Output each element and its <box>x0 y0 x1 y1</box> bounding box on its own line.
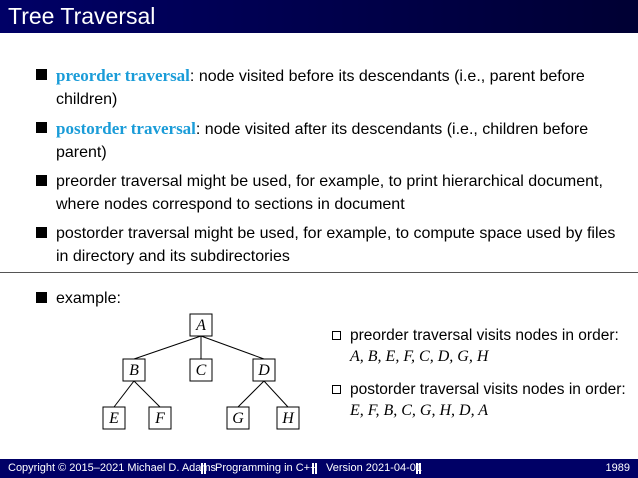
tree-diagram <box>90 300 330 440</box>
edge-b-e <box>114 381 134 407</box>
bullet-text: : node visited before its descendants (i.e., parent before children) <box>56 68 585 108</box>
footer-separator <box>312 463 317 474</box>
bullet-square-icon <box>36 69 47 80</box>
tree-node-a-label: A <box>196 317 206 334</box>
bullet-item <box>36 64 616 111</box>
example-label: example: <box>56 290 121 307</box>
bullet-item <box>36 170 616 216</box>
slide-title: Tree Traversal <box>8 3 156 29</box>
bullet-list <box>36 64 616 274</box>
hollow-square-icon <box>332 331 341 340</box>
bullet-square-icon <box>36 122 47 133</box>
tree-node-b-label: B <box>129 362 139 379</box>
footer-separator <box>416 463 421 474</box>
tree-node-d-label: D <box>258 362 270 379</box>
footer-page-number: 1989 <box>605 462 630 474</box>
sub-bullet-list <box>332 325 632 433</box>
tree-node-e-label: E <box>109 410 119 427</box>
tree-node-g-label: G <box>232 410 244 427</box>
edge-d-g <box>238 381 264 407</box>
sub-bullet-text: postorder traversal visits nodes in order: <box>350 381 626 398</box>
footer-version: Version 2021-04-01 <box>326 462 423 474</box>
bullet-square-icon <box>36 175 47 186</box>
edge-b-f <box>134 381 160 407</box>
bullet-term: postorder traversal <box>56 119 196 138</box>
title-bar <box>0 0 638 33</box>
footer-course: Programming in C++ <box>215 462 317 474</box>
bullet-square-icon <box>36 292 47 303</box>
tree-node-f-label: F <box>155 410 165 427</box>
tree-node-h-label: H <box>282 410 294 427</box>
traversal-order: A, B, E, F, C, D, G, H <box>350 348 489 365</box>
hollow-square-icon <box>332 385 341 394</box>
edge-d-h <box>264 381 288 407</box>
tree-node-c-label: C <box>195 362 207 379</box>
bullet-item <box>36 117 616 164</box>
bullet-text: preorder traversal might be used, for example, to print hierarchical document, where nodes correspond to sections in document <box>56 173 603 213</box>
footer-copyright: Copyright © 2015–2021 Michael D. Adams <box>8 462 217 474</box>
bullet-term: preorder traversal <box>56 66 190 85</box>
bullet-square-icon <box>36 227 47 238</box>
edge-a-b <box>134 336 201 359</box>
footer-bar <box>0 459 638 478</box>
sub-bullet-item <box>332 325 632 367</box>
edge-a-d <box>201 336 264 359</box>
bullet-item <box>36 222 616 268</box>
bullet-text: : node visited after its descendants (i.e., children before parent) <box>56 121 589 161</box>
footer-separator <box>201 463 206 474</box>
sub-bullet-item <box>332 379 632 421</box>
divider <box>0 272 638 273</box>
traversal-order: E, F, B, C, G, H, D, A <box>350 402 489 419</box>
bullet-text: postorder traversal might be used, for example, to compute space used by files in directory and its subdirectories <box>56 225 616 265</box>
sub-bullet-text: preorder traversal visits nodes in order: <box>350 327 619 344</box>
